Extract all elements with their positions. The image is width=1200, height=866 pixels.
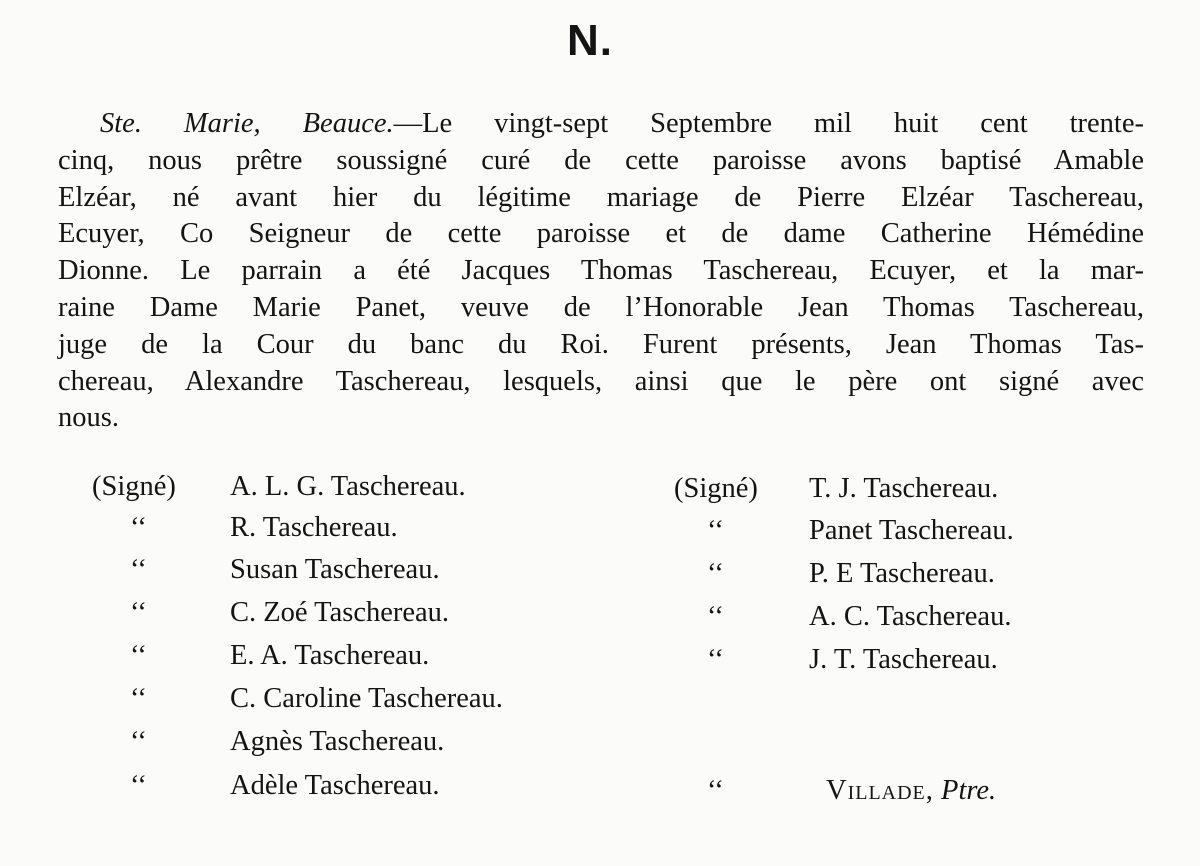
signature-left: Susan Taschereau. [230,554,440,585]
paragraph-line: Ecuyer, Co Seigneur de cette paroisse et de dame Catherine Hémédine [58,218,1144,250]
paragraph-line: juge de la Cour du banc du Roi. Furent présents, Jean Thomas Tas- [58,328,1144,360]
signature-right: Panet Taschereau. [809,515,1014,546]
signe-label-right: (Signé) [674,473,758,504]
paragraph-line: Elzéar, né avant hier du légitime mariage de Pierre Elzéar Taschereau, [58,181,1144,213]
signature-left: Adèle Taschereau. [230,770,440,801]
signature-right: T. J. Taschereau. [809,473,999,504]
ditto-mark: ‘‘ [130,726,147,757]
signature-left: R. Taschereau. [230,512,398,543]
priest-signature [826,776,996,806]
ditto-mark: ‘‘ [707,558,724,589]
signature-right: J. T. Taschereau. [809,644,998,675]
paragraph-line: cinq, nous prêtre soussigné curé de cette paroisse avons baptisé Amable [58,144,1144,176]
paragraph-line: raine Dame Marie Panet, veuve de l’Honorable Jean Thomas Taschereau, [58,291,1144,323]
paragraph-line: Ste. Marie, Beauce.—Le vingt-sept Septembre mil huit cent trente- [100,108,1144,139]
signature-left: Agnès Taschereau. [230,726,445,757]
ditto-mark: ‘‘ [130,512,147,543]
signature-left: A. L. G. Taschereau. [230,471,466,502]
signature-left: C. Zoé Taschereau. [230,597,450,628]
baptism-record-paragraph [58,106,1144,437]
signature-left: C. Caroline Taschereau. [230,683,503,714]
signature-right: A. C. Taschereau. [809,601,1012,632]
paragraph-line: chereau, Alexandre Taschereau, lesquels, ainsi que le père ont signé avec [58,365,1144,397]
signe-label-left: (Signé) [92,471,176,502]
paragraph-line: Dionne. Le parrain a été Jacques Thomas Taschereau, Ecuyer, et la mar- [58,255,1144,287]
ditto-mark: ‘‘ [707,644,724,675]
ditto-mark: ‘‘ [707,601,724,632]
section-heading: N. [567,16,613,65]
ditto-mark: ‘‘ [707,515,724,546]
signature-left: E. A. Taschereau. [230,640,430,671]
priest-name: Villade, [826,775,934,806]
place-name: Ste. Marie, Beauce. [100,108,394,139]
ditto-mark: ‘‘ [130,640,147,671]
ditto-mark: ‘‘ [130,770,147,801]
signature-right: P. E Taschereau. [809,558,995,589]
ditto-mark: ‘‘ [130,597,147,628]
priest-title: Ptre. [941,775,997,806]
paragraph-line: nous. [58,402,119,434]
ditto-mark: ‘‘ [707,775,724,806]
ditto-mark: ‘‘ [130,554,147,585]
ditto-mark: ‘‘ [130,683,147,714]
